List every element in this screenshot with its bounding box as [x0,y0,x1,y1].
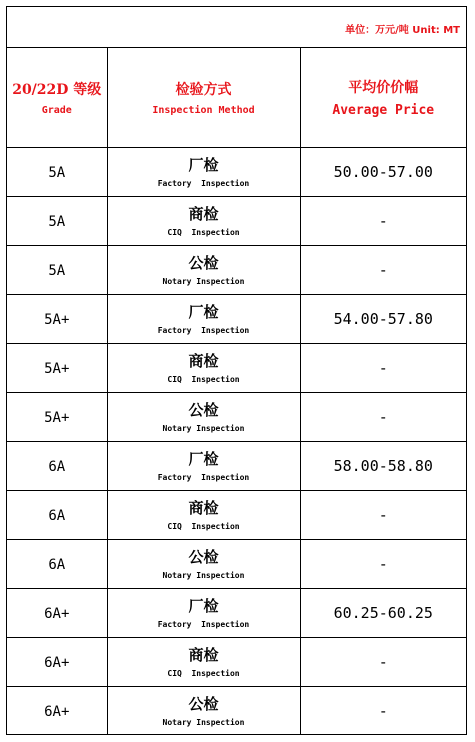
price-value: - [378,408,388,426]
table-row [7,147,466,196]
price-cell [300,245,466,294]
table-row [7,196,466,245]
method-cn: 商检 [188,498,219,517]
grade-cell [7,588,107,637]
table-body [7,147,466,735]
table-row [7,245,466,294]
grade-value: 6A [48,508,66,524]
price-value: 60.25-60.25 [333,604,433,622]
price-value: 54.00-57.80 [333,310,433,328]
method-header-en: Inspection Method [152,104,255,116]
method-en: Factory Inspection [157,325,250,335]
unit-row [7,7,466,48]
grade-header [7,48,107,147]
table-row [7,588,466,637]
method-cn: 公检 [188,547,219,566]
grade-value: 5A [48,214,66,230]
grade-cell [7,196,107,245]
method-en: Notary Inspection [162,423,245,433]
method-cn: 商检 [188,204,219,223]
method-cell [107,147,300,196]
method-cell [107,539,300,588]
method-en: Notary Inspection [162,570,245,580]
grade-value: 6A+ [44,704,70,721]
price-cell [300,441,466,490]
grade-cell [7,392,107,441]
grade-cell [7,686,107,735]
method-en: Factory Inspection [157,619,250,629]
table-row [7,294,466,343]
price-value: - [378,506,388,524]
method-cell [107,245,300,294]
price-sheet [6,6,467,735]
price-header-cn: 平均价价幅 [348,79,419,96]
price-value: - [378,653,388,671]
table-row [7,686,466,735]
table-row [7,637,466,686]
method-en: Factory Inspection [157,178,250,188]
price-value: - [378,702,388,721]
price-header [300,48,466,147]
method-cn: 商检 [188,645,219,664]
grade-header-en: Grade [41,104,72,116]
method-en: CIQ Inspection [167,227,240,237]
method-cell [107,196,300,245]
method-cell [107,490,300,539]
grade-value: 5A [48,263,66,279]
grade-cell [7,343,107,392]
grade-cell [7,147,107,196]
grade-cell [7,637,107,686]
grade-cell [7,441,107,490]
table-row [7,343,466,392]
table-row [7,490,466,539]
grade-value: 5A+ [44,312,70,328]
price-cell [300,343,466,392]
price-value: - [378,212,388,230]
price-value: 50.00-57.00 [333,163,433,181]
method-cell [107,343,300,392]
method-cell [107,392,300,441]
price-value: - [378,261,388,279]
price-cell [300,147,466,196]
grade-value: 5A [48,165,66,181]
price-cell [300,588,466,637]
method-en: CIQ Inspection [167,521,240,531]
grade-cell [7,245,107,294]
price-cell [300,539,466,588]
grade-cell [7,294,107,343]
table-row [7,392,466,441]
method-en: CIQ Inspection [167,374,240,384]
method-cell [107,441,300,490]
method-cell [107,588,300,637]
grade-value: 6A [48,459,66,475]
grade-cell [7,490,107,539]
table-row [7,539,466,588]
method-cell [107,294,300,343]
price-cell [300,686,466,735]
price-cell [300,392,466,441]
price-cell [300,196,466,245]
grade-value: 6A+ [44,606,70,622]
method-cn: 公检 [188,253,219,272]
grade-cell [7,539,107,588]
method-en: CIQ Inspection [167,668,240,678]
method-header-cn: 检验方式 [175,81,232,98]
price-cell [300,490,466,539]
method-cell [107,637,300,686]
method-cell [107,686,300,735]
grade-header-cn: 20/22D 等级 [12,81,102,98]
method-cn: 厂检 [188,302,219,321]
method-en: Notary Inspection [162,276,245,286]
price-header-en: Average Price [332,102,435,118]
price-value: 58.00-58.80 [333,457,433,475]
grade-value: 5A+ [44,361,70,377]
method-cn: 厂检 [188,155,219,174]
price-cell [300,637,466,686]
price-cell [300,294,466,343]
price-table [7,48,466,735]
price-value: - [378,555,388,573]
method-cn: 公检 [188,400,219,419]
method-cn: 公检 [188,694,219,713]
method-en: Factory Inspection [157,472,250,482]
method-cn: 厂检 [188,449,219,468]
grade-value: 6A [48,557,66,573]
method-en: Notary Inspection [162,717,245,727]
grade-value: 5A+ [44,410,70,426]
price-value: - [378,359,388,377]
table-row [7,441,466,490]
method-header [107,48,300,147]
method-cn: 厂检 [188,596,219,615]
grade-value: 6A+ [44,655,70,671]
method-cn: 商检 [188,351,219,370]
header-row [7,48,466,147]
unit-label: 单位：万元/吨 Unit: MT [345,25,460,36]
